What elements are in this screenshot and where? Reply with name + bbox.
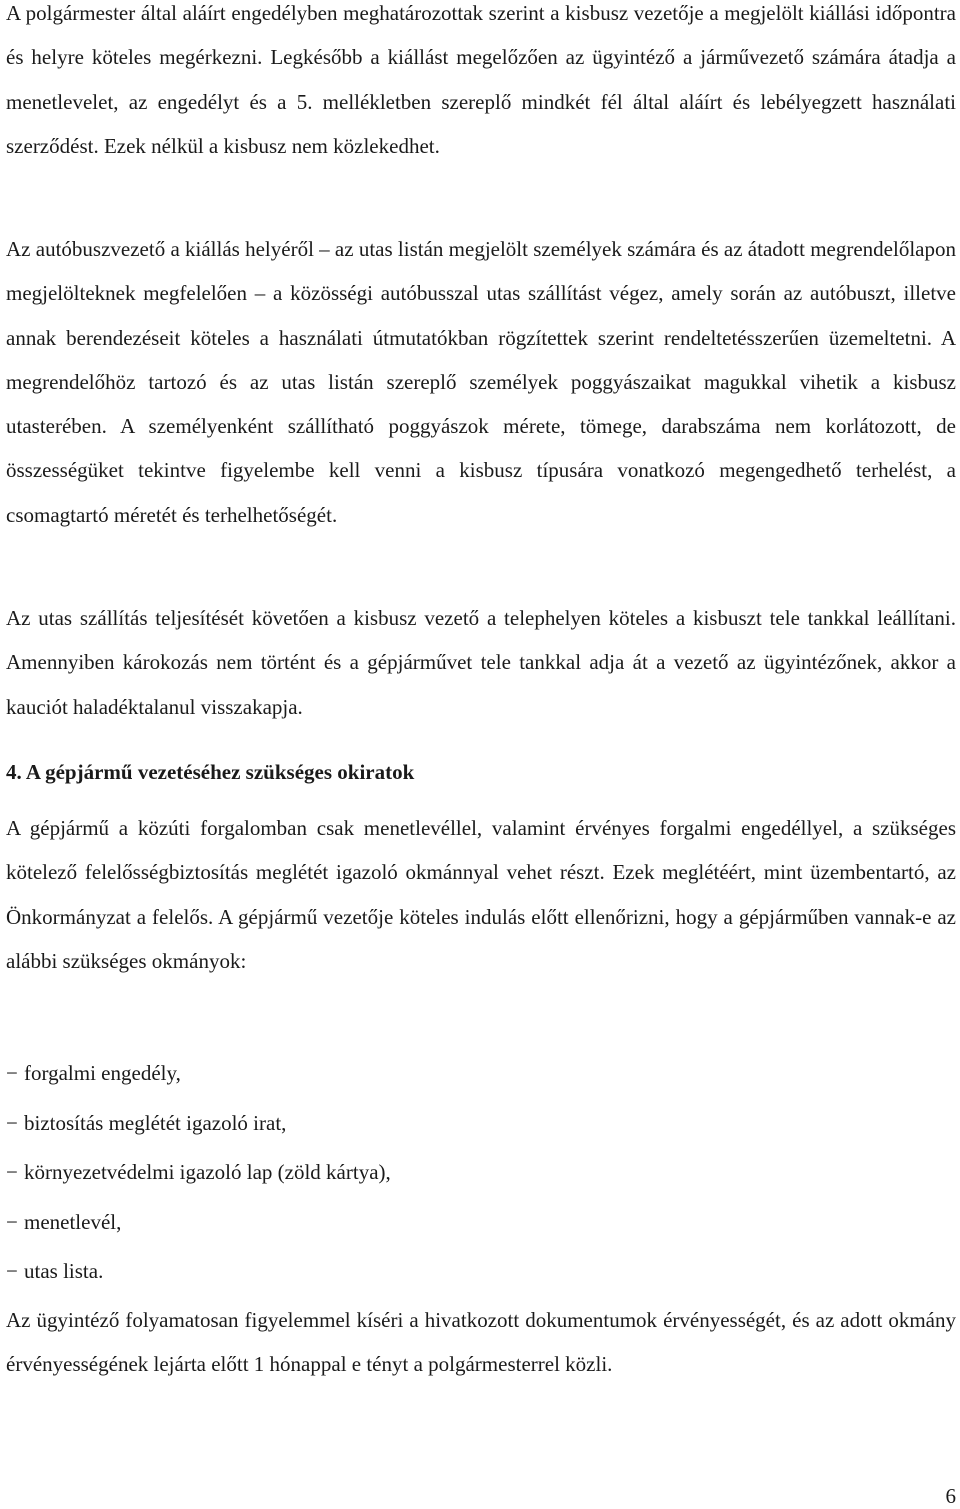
list-item xyxy=(6,1198,391,1248)
paragraph-1: A polgármester által aláírt engedélyben meghatározottak szerint a kisbusz vezetője a megjelölt kiállási időpontra és helyre köteles megérkezni. Legkésőbb a kiállást megelőzően az ügyintéző a járművezető számára átadja a menetlevelet, az engedélyt és a 5. mellékletben szereplő mindkét fél által aláírt és lebélyegzett használati szerződést. Ezek nélkül a kisbusz nem közlekedhet. xyxy=(6,1,956,158)
page-number: 6 xyxy=(945,1484,956,1508)
section-heading: 4. A gépjármű vezetéséhez szükséges okiratok xyxy=(6,760,415,784)
dash-bullet: − xyxy=(6,1110,18,1135)
paragraph-3: Az utas szállítás teljesítését követően a kisbusz vezető a telephelyen köteles a kisbuszt tele tankkal leállítani. Amennyiben károkozás nem történt és a gépjárművet tele tankkal adja át a vezető az ügyintézőnek, akkor a kauciót haladéktalanul visszakapja. xyxy=(6,606,956,719)
list-item xyxy=(6,1148,391,1198)
list-item-text: utas lista. xyxy=(24,1259,104,1283)
list-item-text: forgalmi engedély, xyxy=(24,1061,181,1085)
list-item xyxy=(6,1049,391,1099)
paragraph-5: Az ügyintéző folyamatosan figyelemmel kíséri a hivatkozott dokumentumok érvényességét, és az adott okmány érvényességének lejárta előtt 1 hónappal e tényt a polgármesterrel közli. xyxy=(6,1308,956,1377)
paragraph-4: A gépjármű a közúti forgalomban csak menetlevéllel, valamint érvényes forgalmi engedéllyel, a szükséges kötelező felelősségbiztosítás meglétét igazoló okmánnyal vehet részt. Ezek meglétéért, mint üzembentartó, az Önkormányzat a felelős. A gépjármű vezetője köteles indulás előtt ellenőrizni, hogy a gépjárműben vannak-e az alábbi szükséges okmányok: xyxy=(6,816,956,973)
dash-bullet: − xyxy=(6,1209,18,1234)
dash-bullet: − xyxy=(6,1259,18,1283)
paragraph-2: Az autóbuszvezető a kiállás helyéről – az utas listán megjelölt személyek számára és az átadott megrendelőlapon megjelölteknek megfelelően – a közösségi autóbusszal utas szállítást végez, amely során az autóbuszt, illetve annak berendezéseit köteles a használati útmutatókban rögzítettek szerint rendeltetésszerűen üzemeltetni. A megrendelőhöz tartozó és az utas listán szereplő személyek poggyászaikat magukkal vihetik a kisbusz utasterében. A személyenként szállítható poggyászok mérete, tömege, darabszáma nem korlátozott, de összességüket tekintve figyelembe kell venni a kisbusz típusára vonatkozó megengedhető terhelést, a csomagtartó méretét és terhelhetőségét. xyxy=(6,237,956,527)
list-item xyxy=(6,1099,391,1149)
dash-bullet: − xyxy=(6,1061,18,1085)
list-item xyxy=(6,1247,391,1297)
documents-list xyxy=(6,1049,391,1297)
dash-bullet: − xyxy=(6,1160,18,1184)
list-item-text: menetlevél, xyxy=(24,1209,122,1234)
list-item-text: biztosítás meglétét igazoló irat, xyxy=(24,1110,287,1135)
list-item-text: környezetvédelmi igazoló lap (zöld kártya), xyxy=(24,1160,391,1184)
